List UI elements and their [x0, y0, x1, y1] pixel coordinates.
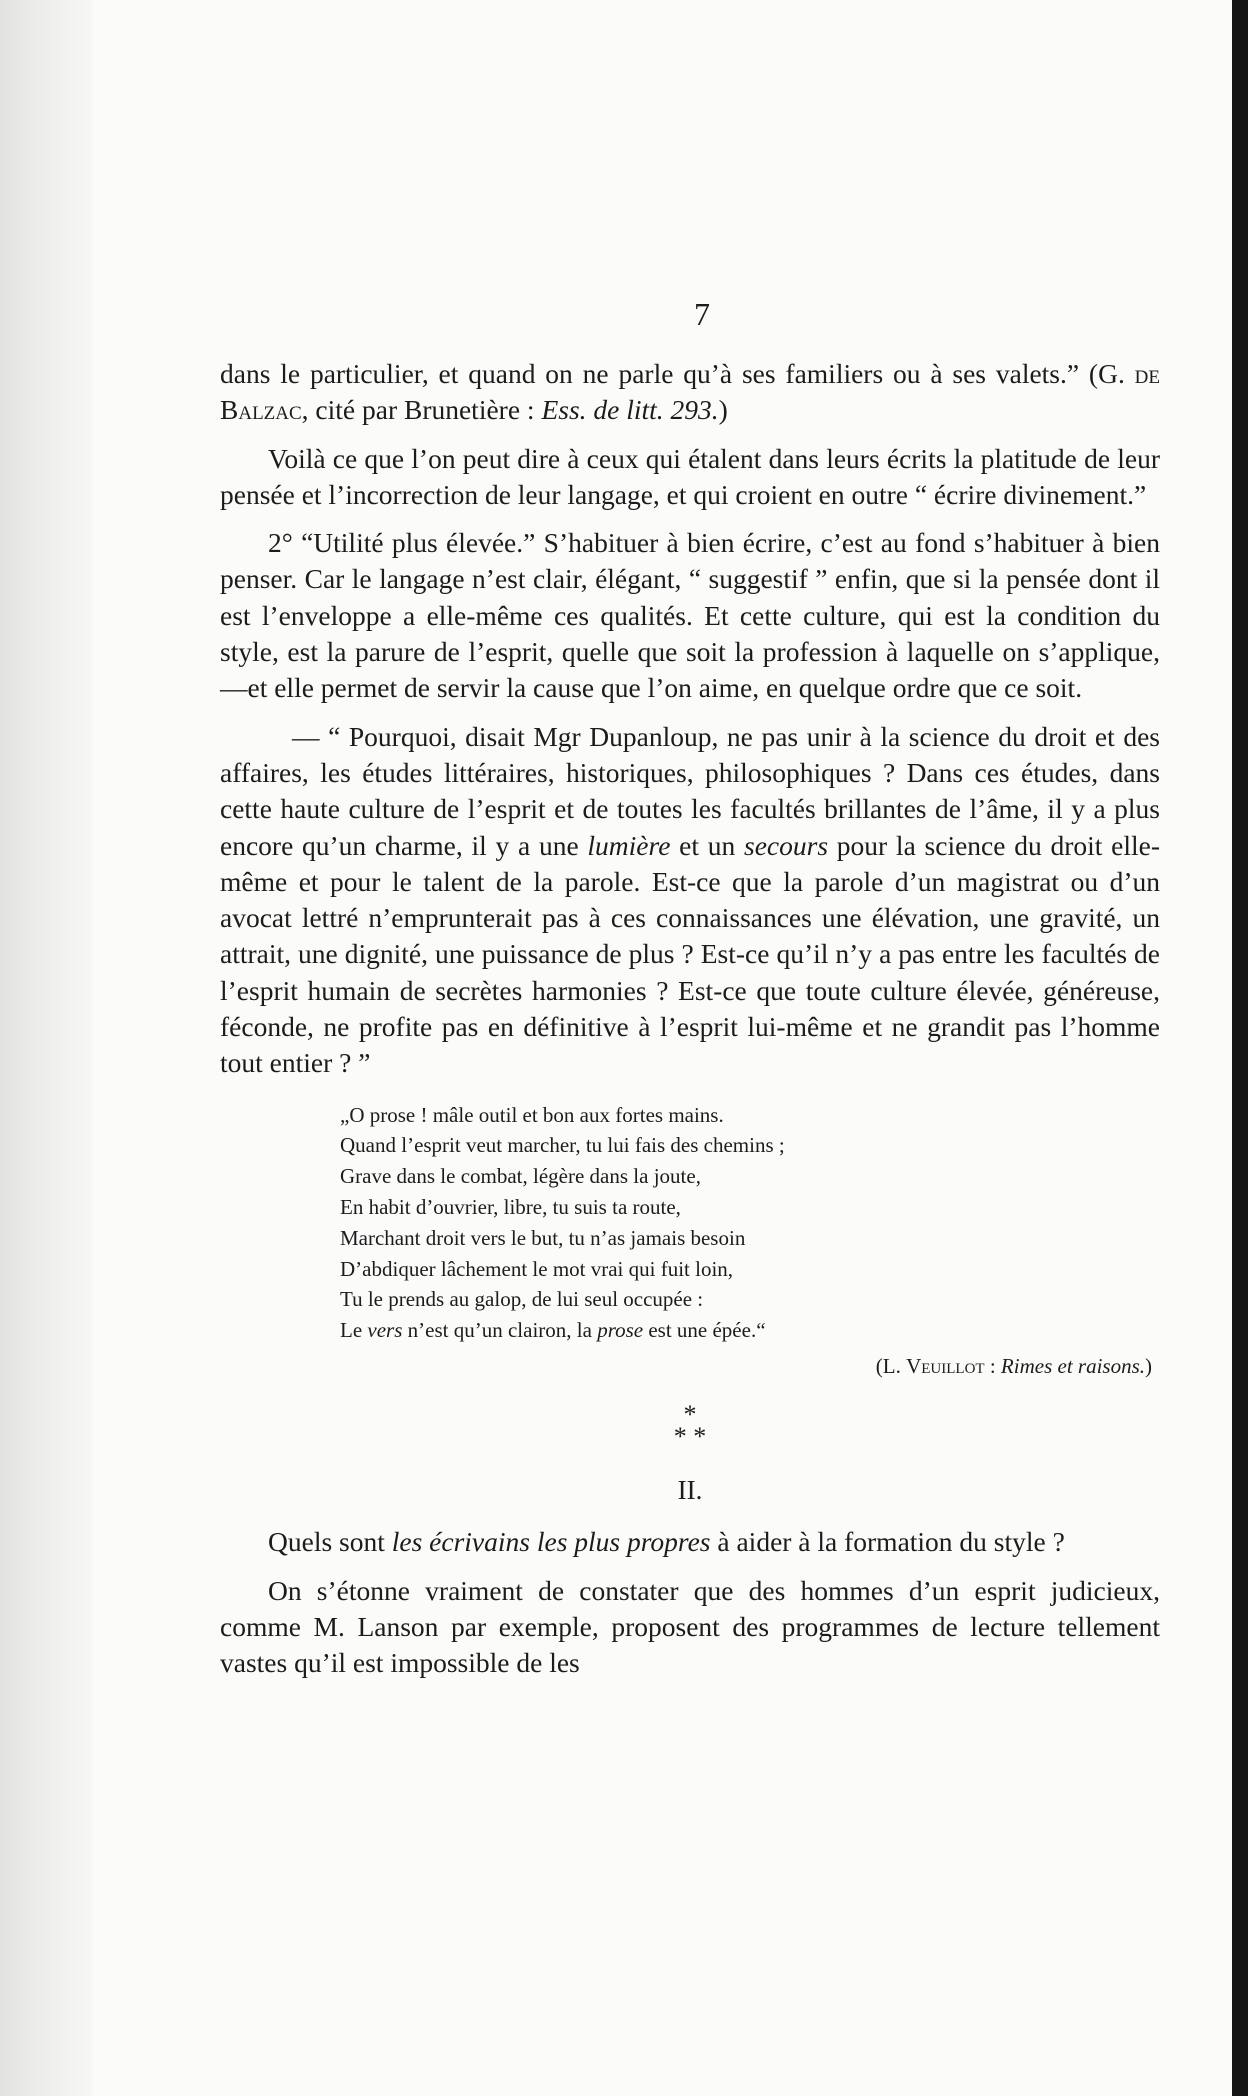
scan-margin-left: [0, 0, 92, 2096]
p4-em-secours: secours: [744, 829, 829, 861]
p1-text-b: , cité par Brunetière :: [301, 394, 542, 426]
source-work: Rimes et raisons.: [1000, 1354, 1145, 1379]
page-body: [220, 356, 1160, 1682]
p5-text-b: à aider à la formation du style ?: [710, 1526, 1065, 1558]
poem-line: Quand l’esprit veut marcher, tu lui fais des chemins ;: [340, 1133, 785, 1158]
p4-text-b: et un: [670, 829, 744, 861]
l8-em-vers: vers: [367, 1318, 403, 1343]
section-heading: II.: [677, 1475, 703, 1506]
source-text-a: (L.: [875, 1354, 907, 1379]
l8-text-b: n’est qu’un clairon, la: [402, 1318, 598, 1343]
p1-text-a: dans le particulier, et quand on ne parle qu’à ses familiers ou à ses valets.” (G.: [220, 358, 1135, 389]
l8-em-prose: prose: [597, 1318, 644, 1343]
l8-text-c: est une épée.“: [643, 1318, 766, 1343]
poem-quote: [220, 1100, 1160, 1382]
asterism-divider: [220, 1400, 1160, 1452]
paragraph-balzac-citation: [220, 356, 1160, 429]
poem-line: „O prose ! mâle outil et bon aux fortes mains.: [340, 1102, 724, 1127]
poem-line: Tu le prends au galop, de lui seul occupée :: [340, 1287, 704, 1312]
paragraph-quels-sont: [220, 1524, 1160, 1560]
scan-margin-right: [1232, 0, 1248, 2096]
paragraph-dupanloup: [220, 719, 1160, 1082]
paragraph-utilite: 2° “Utilité plus élevée.” S’habituer à bien écrire, c’est au fond s’habituer à bien penser. Car le langage n’est clair, élégant, “ suggestif ” enfin, que si la pensée dont il est l’enveloppe a elle-même ces qualités. Et cette culture, qui est la condition du style, est la parure de l’esprit, quelle que soit la profession à laquelle on s’applique,—et elle permet de servir la cause que l’on aime, en quelque ordre que ce soit.: [220, 527, 1160, 704]
page-number: 7: [694, 296, 710, 332]
poem-line: En habit d’ouvrier, libre, tu suis ta route,: [340, 1195, 681, 1220]
poem-line: Marchant droit vers le but, tu n’as jamais besoin: [340, 1225, 746, 1250]
poem-source: [340, 1350, 1160, 1382]
p1-work-title: Ess. de litt. 293.: [541, 394, 719, 426]
book-page: [92, 0, 1232, 2096]
p4-em-lumiere: lumière: [587, 829, 671, 861]
paragraph-voila: Voilà ce que l’on peut dire à ceux qui étalent dans leurs écrits la platitude de leur pensée et l’incorrection de leur langage, et qui croient en outre “ écrire divinement.”: [220, 442, 1160, 510]
p1-author-name: Balzac: [220, 394, 302, 426]
asterism-bottom: * *: [673, 1422, 707, 1452]
poem-line: D’abdiquer lâchement le mot vrai qui fuit loin,: [340, 1256, 734, 1281]
asterism-top: *: [683, 1400, 697, 1430]
source-author: Veuillot: [906, 1354, 985, 1379]
p4-text-a: — “ Pourquoi, disait Mgr Dupanloup, ne pas unir à la science du droit et des affaires, les études littéraires, historiques, philosophiques ? Dans ces études, dans cette haute culture de l’esprit et de toutes les facultés brillantes de l’âme, il y a plus encore qu’un charme, il y a une: [220, 720, 1160, 861]
p5-em: les écrivains les plus propres: [391, 1526, 711, 1558]
p5-text-a: Quels sont: [268, 1526, 392, 1558]
poem-line: Grave dans le combat, légère dans la joute,: [340, 1164, 701, 1189]
source-text-c: ): [1145, 1354, 1152, 1379]
poem-line: [340, 1315, 1160, 1346]
p4-text-c: pour la science du droit elle-même et pour le talent de la parole. Est-ce que la parole d’un magistrat ou d’un avocat lettré n’emprunterait pas à ces connaissances une élévation, une gravité, un attrait, une dignité, une puissance de plus ? Est-ce qu’il n’y a pas entre les facultés de l’esprit humain de secrètes harmonies ? Est-ce que toute culture élevée, généreuse, féconde, ne profite pas en définitive à l’esprit lui-même et ne grandit pas l’homme tout entier ? ”: [220, 829, 1160, 1079]
paragraph-lanson: On s’étonne vraiment de constater que des hommes d’un esprit judicieux, comme M. Lanson par exemple, proposent des programmes de lecture tellement vastes qu’il est impossible de les: [220, 1574, 1160, 1679]
p1-text-c: ): [718, 394, 728, 426]
l8-text-a: Le: [340, 1318, 368, 1343]
source-text-b: :: [984, 1354, 1001, 1379]
p1-author-prefix: de: [1134, 358, 1160, 389]
